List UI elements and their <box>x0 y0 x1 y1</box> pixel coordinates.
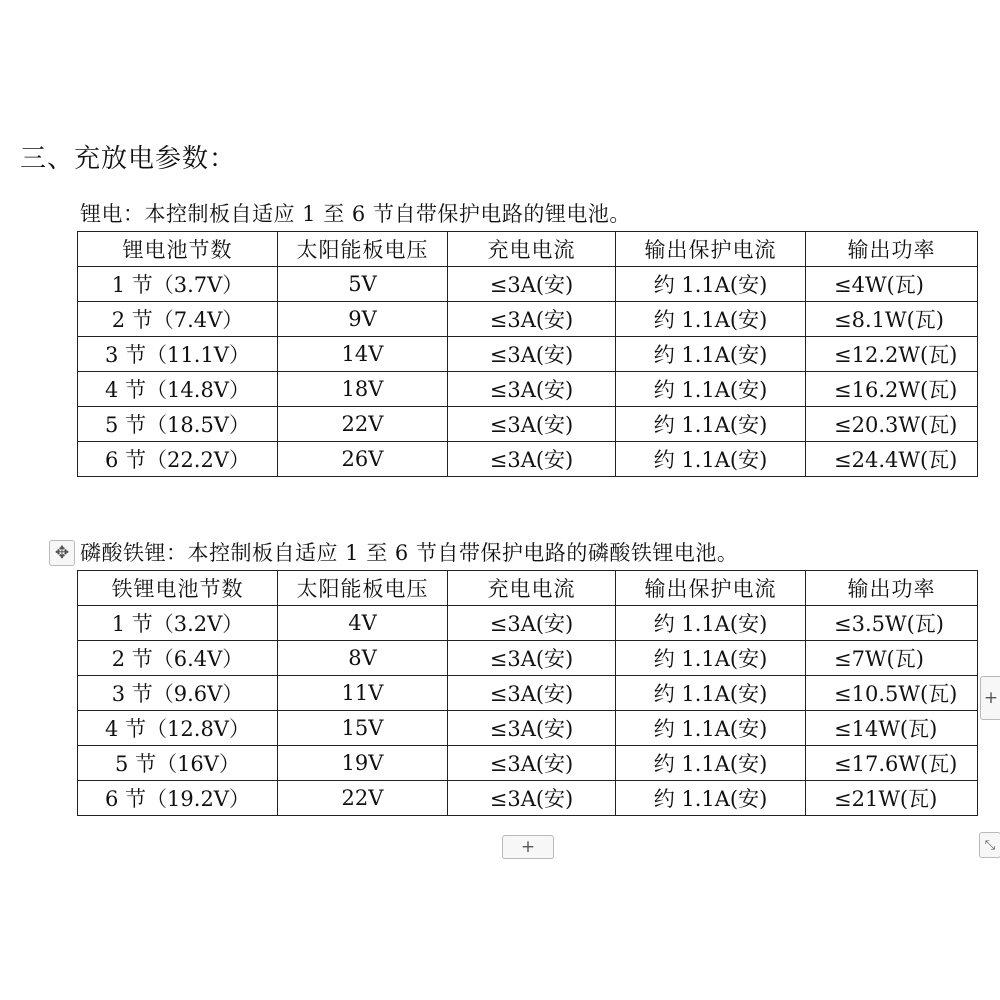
table-cell[interactable]: 22V <box>278 407 448 442</box>
table-cell[interactable]: ≤17.6W(瓦) <box>806 746 978 781</box>
table-cell[interactable]: ≤10.5W(瓦) <box>806 676 978 711</box>
table-row <box>78 711 978 746</box>
table-row <box>78 372 978 407</box>
header-cell[interactable]: 输出功率 <box>806 571 978 606</box>
table-cell[interactable]: ≤20.3W(瓦) <box>806 407 978 442</box>
table-cell[interactable]: 18V <box>278 372 448 407</box>
table-row <box>78 407 978 442</box>
lithium-intro: 锂电：本控制板自适应 1 至 6 节自带保护电路的锂电池。 <box>80 202 631 226</box>
table-cell[interactable]: 2 节（6.4V） <box>78 641 278 676</box>
table-cell[interactable]: 约 1.1A(安) <box>616 676 806 711</box>
table-row <box>78 337 978 372</box>
table-row <box>78 442 978 477</box>
header-cell[interactable]: 输出功率 <box>806 232 978 267</box>
header-cell[interactable]: 太阳能板电压 <box>278 232 448 267</box>
header-cell[interactable]: 输出保护电流 <box>616 571 806 606</box>
table-cell[interactable]: 5 节（16V） <box>78 746 278 781</box>
table-cell[interactable]: ≤3A(安) <box>448 372 616 407</box>
table-cell[interactable]: ≤3A(安) <box>448 302 616 337</box>
header-cell[interactable]: 锂电池节数 <box>78 232 278 267</box>
table-cell[interactable]: 约 1.1A(安) <box>616 372 806 407</box>
table-cell[interactable]: ≤3A(安) <box>448 407 616 442</box>
header-cell[interactable]: 输出保护电流 <box>616 232 806 267</box>
lithium-params-table <box>77 231 978 477</box>
table-cell[interactable]: 26V <box>278 442 448 477</box>
lfp-intro: 磷酸铁锂：本控制板自适应 1 至 6 节自带保护电路的磷酸铁锂电池。 <box>80 541 739 565</box>
table-cell[interactable]: 9V <box>278 302 448 337</box>
table-cell[interactable]: ≤3A(安) <box>448 267 616 302</box>
add-row-button[interactable]: + <box>502 835 554 859</box>
table-cell[interactable]: 约 1.1A(安) <box>616 641 806 676</box>
table-cell[interactable]: 5V <box>278 267 448 302</box>
table-body <box>78 571 978 816</box>
table-cell[interactable]: 约 1.1A(安) <box>616 267 806 302</box>
header-cell[interactable]: 铁锂电池节数 <box>78 571 278 606</box>
table-cell[interactable]: 4 节（12.8V） <box>78 711 278 746</box>
table-row <box>78 641 978 676</box>
table-row <box>78 746 978 781</box>
table-cell[interactable]: 3 节（11.1V） <box>78 337 278 372</box>
table-cell[interactable]: ≤3A(安) <box>448 337 616 372</box>
table-cell[interactable]: ≤8.1W(瓦) <box>806 302 978 337</box>
table-cell[interactable]: 6 节（19.2V） <box>78 781 278 816</box>
table-cell[interactable]: ≤3A(安) <box>448 442 616 477</box>
table-row <box>78 302 978 337</box>
table-cell[interactable]: 4 节（14.8V） <box>78 372 278 407</box>
table-cell[interactable]: 14V <box>278 337 448 372</box>
table-cell[interactable]: 3 节（9.6V） <box>78 676 278 711</box>
table-cell[interactable]: ≤14W(瓦) <box>806 711 978 746</box>
header-cell[interactable]: 太阳能板电压 <box>278 571 448 606</box>
table-cell[interactable]: ≤7W(瓦) <box>806 641 978 676</box>
table-cell[interactable]: 约 1.1A(安) <box>616 442 806 477</box>
table-cell[interactable]: 22V <box>278 781 448 816</box>
table-cell[interactable]: ≤3A(安) <box>448 676 616 711</box>
table-row <box>78 676 978 711</box>
table-cell[interactable]: ≤4W(瓦) <box>806 267 978 302</box>
table-cell[interactable]: 约 1.1A(安) <box>616 606 806 641</box>
table-cell[interactable]: 约 1.1A(安) <box>616 337 806 372</box>
table-cell[interactable]: ≤3.5W(瓦) <box>806 606 978 641</box>
header-cell[interactable]: 充电电流 <box>448 232 616 267</box>
table-cell[interactable]: ≤21W(瓦) <box>806 781 978 816</box>
table-cell[interactable]: 1 节（3.7V） <box>78 267 278 302</box>
table-cell[interactable]: 8V <box>278 641 448 676</box>
table-cell[interactable]: 4V <box>278 606 448 641</box>
table-cell[interactable]: ≤3A(安) <box>448 711 616 746</box>
section-heading: 三、充放电参数： <box>20 144 237 174</box>
table-cell[interactable]: ≤12.2W(瓦) <box>806 337 978 372</box>
table-cell[interactable]: ≤24.4W(瓦) <box>806 442 978 477</box>
table-row <box>78 781 978 816</box>
table-resize-handle-icon[interactable]: ⤡ <box>979 832 1000 858</box>
table-cell[interactable]: ≤3A(安) <box>448 641 616 676</box>
table-row <box>78 267 978 302</box>
table-cell[interactable]: 15V <box>278 711 448 746</box>
table-cell[interactable]: 11V <box>278 676 448 711</box>
table-cell[interactable]: 6 节（22.2V） <box>78 442 278 477</box>
lfp-params-table <box>77 570 978 816</box>
table-cell[interactable]: 19V <box>278 746 448 781</box>
table-cell[interactable]: 约 1.1A(安) <box>616 407 806 442</box>
table-header-row <box>78 571 978 606</box>
table-cell[interactable]: 2 节（7.4V） <box>78 302 278 337</box>
table-cell[interactable]: ≤3A(安) <box>448 606 616 641</box>
table-cell[interactable]: 约 1.1A(安) <box>616 302 806 337</box>
add-column-button[interactable]: + <box>980 676 1000 720</box>
table-cell[interactable]: 1 节（3.2V） <box>78 606 278 641</box>
table-cell[interactable]: 5 节（18.5V） <box>78 407 278 442</box>
table-move-handle-icon[interactable]: ✥ <box>49 540 75 566</box>
table-row <box>78 606 978 641</box>
table-cell[interactable]: 约 1.1A(安) <box>616 746 806 781</box>
header-cell[interactable]: 充电电流 <box>448 571 616 606</box>
table-cell[interactable]: ≤16.2W(瓦) <box>806 372 978 407</box>
table-body <box>78 232 978 477</box>
table-cell[interactable]: 约 1.1A(安) <box>616 711 806 746</box>
table-cell[interactable]: ≤3A(安) <box>448 746 616 781</box>
table-cell[interactable]: ≤3A(安) <box>448 781 616 816</box>
table-cell[interactable]: 约 1.1A(安) <box>616 781 806 816</box>
table-header-row <box>78 232 978 267</box>
